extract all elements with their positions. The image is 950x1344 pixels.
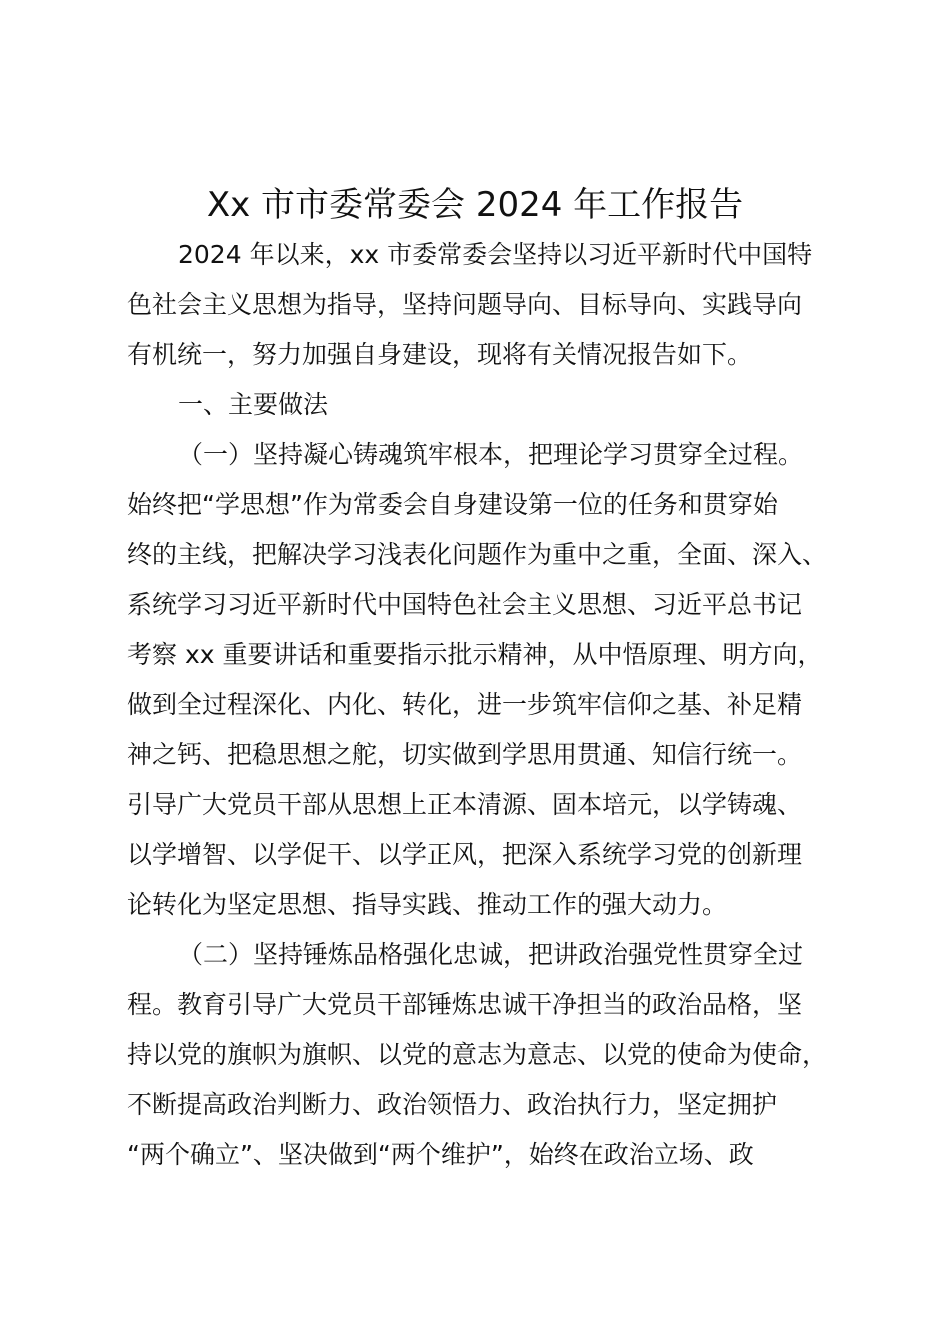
paragraph-line: 持以党的旗帜为旗帜、以党的意志为意志、以党的使命为使命， bbox=[127, 1040, 828, 1069]
section-heading: 一、主要做法 bbox=[178, 390, 329, 419]
subsection-heading: （一）坚持凝心铸魂筑牢根本，把理论学习贯穿全过程。 bbox=[178, 440, 804, 469]
paragraph-line: 终的主线，把解决学习浅表化问题作为重中之重，全面、深入、 bbox=[127, 540, 828, 569]
paragraph-line: 不断提高政治判断力、政治领悟力、政治执行力，坚定拥护 bbox=[127, 1090, 778, 1119]
paragraph-line: 有机统一，努力加强自身建设，现将有关情况报告如下。 bbox=[127, 340, 753, 369]
paragraph-line: 2024 年以来，xx 市委常委会坚持以习近平新时代中国特 bbox=[178, 240, 813, 269]
paragraph-line: 神之钙、把稳思想之舵，切实做到学思用贯通、知信行统一。 bbox=[127, 740, 803, 769]
paragraph-line: 系统学习习近平新时代中国特色社会主义思想、习近平总书记 bbox=[127, 590, 803, 619]
paragraph-line: 始终把“学思想”作为常委会自身建设第一位的任务和贯穿始 bbox=[127, 490, 778, 519]
paragraph-line: 考察 xx 重要讲话和重要指示批示精神，从中悟原理、明方向， bbox=[127, 640, 823, 669]
paragraph-line: “两个确立”、坚决做到“两个维护”，始终在政治立场、政 bbox=[127, 1140, 754, 1169]
paragraph-line: 引导广大党员干部从思想上正本清源、固本培元，以学铸魂、 bbox=[127, 790, 803, 819]
paragraph-line: 色社会主义思想为指导，坚持问题导向、目标导向、实践导向 bbox=[127, 290, 803, 319]
subsection-heading: （二）坚持锤炼品格强化忠诚，把讲政治强党性贯穿全过 bbox=[178, 940, 804, 969]
paragraph-line: 做到全过程深化、内化、转化，进一步筑牢信仰之基、补足精 bbox=[127, 690, 803, 719]
paragraph-line: 以学增智、以学促干、以学正风，把深入系统学习党的创新理 bbox=[127, 840, 803, 869]
paragraph-line: 论转化为坚定思想、指导实践、推动工作的强大动力。 bbox=[127, 890, 728, 919]
paragraph-line: 程。教育引导广大党员干部锤炼忠诚干净担当的政治品格，坚 bbox=[127, 990, 803, 1019]
document-title: Xx 市市委常委会 2024 年工作报告 bbox=[206, 185, 744, 225]
